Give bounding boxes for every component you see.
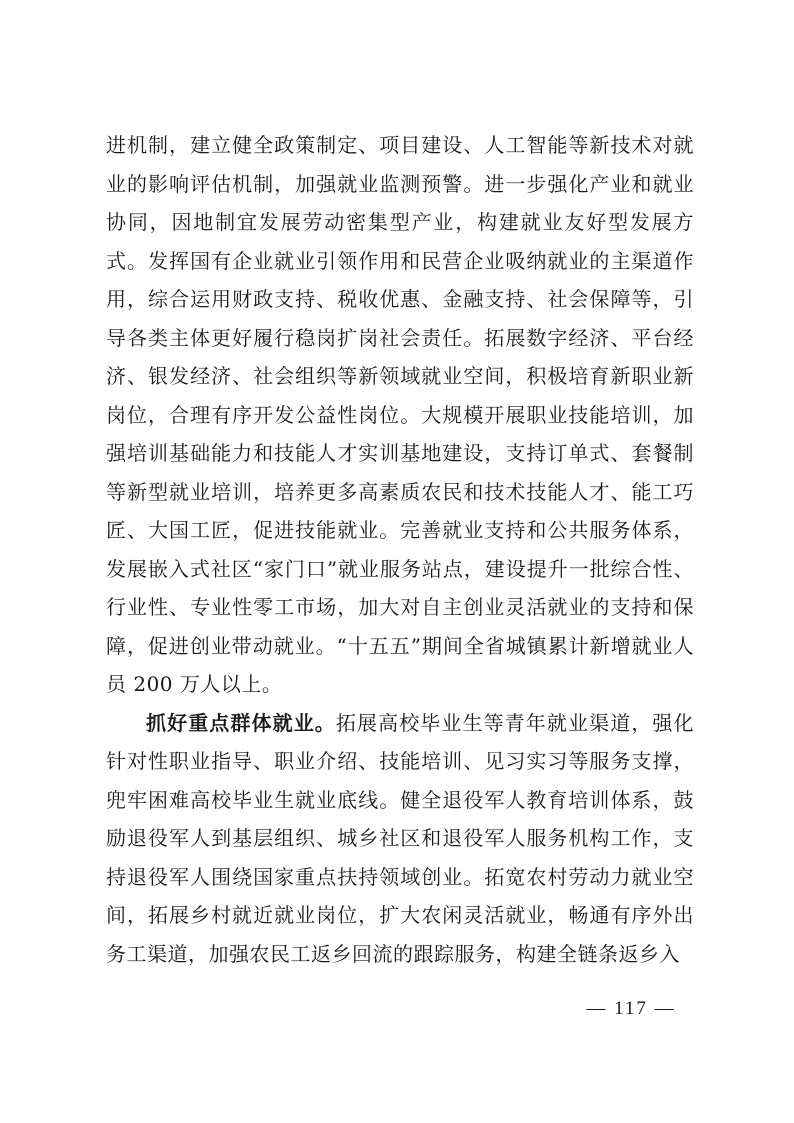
paragraph-lead-heading: 抓好重点群体就业。: [146, 710, 336, 735]
paragraph-text: 进机制，建立健全政策制定、项目建设、人工智能等新技术对就业的影响评估机制，加强就业监测预警。进一步强化产业和就业协同，因地制宜发展劳动密集型产业，构建就业友好型发展方式。发挥国有企业就业引领作用和民营企业吸纳就业的主渠道作用，综合运用财政支持、税收优惠、金融支持、社会保障等，引导各类主体更好履行稳岗扩岗社会责任。拓展数字经济、平台经济、银发经济、社会组织等新领域就业空间，积极培育新职业新岗位，合理有序开发公益性岗位。大规模开展职业技能培训，加强培训基础能力和技能人才实训基地建设，支持订单式、套餐制等新型就业培训，培养更多高素质农民和技术技能人才、能工巧匠、大国工匠，促进技能就业。完善就业支持和公共服务体系，发展嵌入式社区“家门口”就业服务站点，建设提升一批综合性、行业性、专业性零工市场，加大对自主创业灵活就业的支持和保障，促进创业带动就业。“十五五”期间全省城镇累计新增就业人员 200 万人以上。: [106, 133, 694, 696]
paragraph-continued: [106, 126, 694, 704]
paragraph-text: 拓展高校毕业生等青年就业渠道，强化针对性职业指导、职业介绍、技能培训、见习实习等服务支撑，兜牢困难高校毕业生就业底线。健全退役军人教育培训体系，鼓励退役军人到基层组织、城乡社区和退役军人服务机构工作，支持退役军人围绕国家重点扶持领域创业。拓宽农村劳动力就业空间，拓展乡村就近就业岗位，扩大农闲灵活就业，畅通有序外出务工渠道，加强农民工返乡回流的跟踪服务，构建全链条返乡入: [106, 710, 695, 966]
paragraph-key-groups-employment: [106, 704, 694, 974]
page-number: — 117 —: [586, 998, 676, 1019]
document-body: [106, 126, 694, 973]
